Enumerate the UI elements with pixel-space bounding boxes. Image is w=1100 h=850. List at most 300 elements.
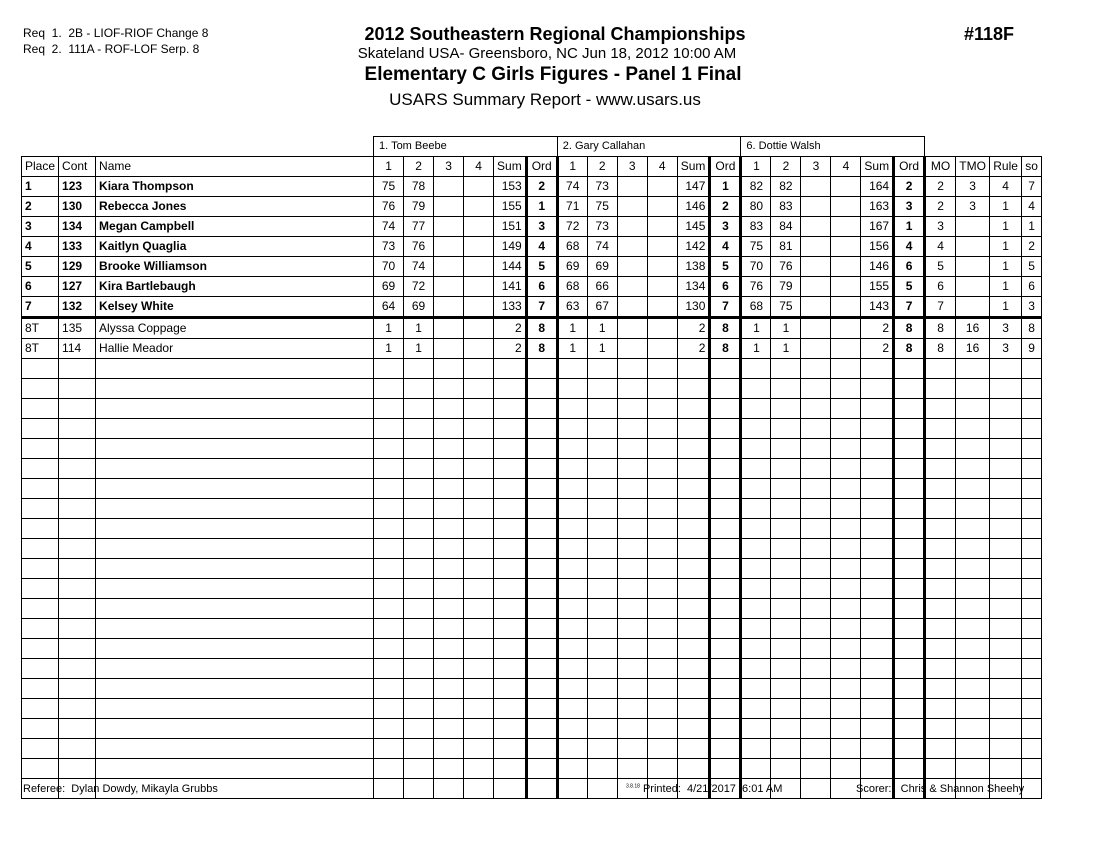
score-cell: [464, 539, 494, 559]
rule-cell: [990, 699, 1022, 719]
score-cell: [434, 459, 464, 479]
score-cell: [617, 479, 647, 499]
rule-cell: [990, 499, 1022, 519]
score-cell: [647, 177, 677, 197]
score-cell: [771, 379, 801, 399]
score-cell: [404, 599, 434, 619]
score-cell: [557, 599, 587, 619]
cont-cell: [59, 419, 96, 439]
score-cell: [741, 599, 771, 619]
mo-cell: [925, 619, 956, 639]
sum-cell: [494, 539, 527, 559]
judge-2-name: 2. Gary Callahan: [557, 137, 741, 157]
rule-cell: [990, 459, 1022, 479]
score-cell: [647, 277, 677, 297]
score-cell: 69: [557, 257, 587, 277]
name-cell: [96, 439, 374, 459]
ord-cell: 2: [710, 197, 741, 217]
score-cell: [464, 699, 494, 719]
name-cell: [96, 699, 374, 719]
score-cell: [464, 519, 494, 539]
ord-cell: [710, 399, 741, 419]
score-cell: [434, 659, 464, 679]
score-cell: [434, 479, 464, 499]
score-cell: [831, 399, 861, 419]
score-cell: [557, 719, 587, 739]
score-cell: [374, 439, 404, 459]
so-cell: [1022, 379, 1042, 399]
score-cell: [617, 339, 647, 359]
sum-cell: [677, 719, 710, 739]
score-cell: 75: [374, 177, 404, 197]
ord-cell: 5: [526, 257, 557, 277]
score-cell: 1: [374, 318, 404, 339]
sum-cell: [494, 499, 527, 519]
cont-cell: 133: [59, 237, 96, 257]
place-cell: [22, 479, 59, 499]
score-cell: [434, 419, 464, 439]
so-cell: [1022, 499, 1042, 519]
score-cell: 79: [771, 277, 801, 297]
score-cell: [374, 499, 404, 519]
ord-cell: [526, 419, 557, 439]
so-cell: 8: [1022, 318, 1042, 339]
score-cell: [741, 539, 771, 559]
place-cell: 1: [22, 177, 59, 197]
ord-cell: 4: [894, 237, 925, 257]
score-cell: [771, 459, 801, 479]
score-cell: [801, 399, 831, 419]
sum-cell: [677, 379, 710, 399]
rule-cell: [990, 659, 1022, 679]
score-cell: [741, 679, 771, 699]
ord-cell: [894, 479, 925, 499]
score-cell: [587, 739, 617, 759]
score-cell: [741, 439, 771, 459]
ord-cell: [894, 639, 925, 659]
score-cell: [434, 237, 464, 257]
tmo-cell: [956, 499, 990, 519]
sum-cell: 144: [494, 257, 527, 277]
ord-cell: 3: [710, 217, 741, 237]
ord-cell: [894, 499, 925, 519]
score-cell: [647, 339, 677, 359]
so-cell: [1022, 739, 1042, 759]
score-cell: 73: [587, 217, 617, 237]
score-cell: [801, 739, 831, 759]
score-cell: 1: [741, 339, 771, 359]
score-cell: [831, 419, 861, 439]
empty-row: [22, 479, 1042, 499]
score-cell: 63: [557, 297, 587, 318]
mo-cell: 3: [925, 217, 956, 237]
ord-cell: [710, 439, 741, 459]
score-cell: [801, 639, 831, 659]
so-cell: [1022, 559, 1042, 579]
sum-cell: [677, 679, 710, 699]
score-cell: [404, 419, 434, 439]
sum-cell: 130: [677, 297, 710, 318]
score-cell: [617, 639, 647, 659]
score-cell: [647, 699, 677, 719]
score-cell: [374, 759, 404, 779]
rule-cell: [990, 719, 1022, 739]
score-cell: [831, 639, 861, 659]
tmo-cell: [956, 399, 990, 419]
score-cell: [617, 679, 647, 699]
score-cell: 75: [587, 197, 617, 217]
score-cell: [831, 379, 861, 399]
score-cell: [831, 459, 861, 479]
score-cell: [831, 197, 861, 217]
cont-cell: 123: [59, 177, 96, 197]
requirement-2: Req 2. 111A - ROF-LOF Serp. 8: [23, 42, 200, 56]
score-cell: [404, 679, 434, 699]
score-cell: [587, 779, 617, 799]
ord-cell: [894, 459, 925, 479]
so-cell: 5: [1022, 257, 1042, 277]
name-cell: Megan Campbell: [96, 217, 374, 237]
ord-cell: [710, 359, 741, 379]
place-cell: [22, 379, 59, 399]
score-cell: [464, 719, 494, 739]
score-cell: [374, 719, 404, 739]
empty-row: [22, 759, 1042, 779]
name-cell: [96, 619, 374, 639]
score-cell: [801, 297, 831, 318]
score-cell: [557, 739, 587, 759]
score-cell: [741, 419, 771, 439]
col-place: Place: [22, 157, 59, 177]
score-cell: [374, 739, 404, 759]
score-cell: [801, 499, 831, 519]
result-row: [22, 339, 1042, 359]
sum-cell: [861, 439, 894, 459]
score-cell: [831, 177, 861, 197]
score-cell: [741, 719, 771, 739]
name-cell: [96, 499, 374, 519]
rule-cell: 3: [990, 318, 1022, 339]
ord-cell: [710, 619, 741, 639]
sum-cell: [494, 699, 527, 719]
score-cell: [587, 359, 617, 379]
score-cell: [831, 739, 861, 759]
ord-cell: [894, 599, 925, 619]
col-so: so: [1022, 157, 1042, 177]
score-cell: [587, 639, 617, 659]
empty-row: [22, 379, 1042, 399]
so-cell: [1022, 519, 1042, 539]
score-cell: [557, 419, 587, 439]
ord-cell: [526, 739, 557, 759]
ord-cell: 7: [894, 297, 925, 318]
ord-cell: 8: [526, 318, 557, 339]
score-cell: 75: [771, 297, 801, 318]
score-cell: [374, 699, 404, 719]
score-cell: [374, 379, 404, 399]
cont-cell: [59, 759, 96, 779]
ord-cell: [526, 719, 557, 739]
referee-line: Referee: Dylan Dowdy, Mikayla Grubbs: [23, 783, 218, 795]
so-cell: 1: [1022, 217, 1042, 237]
score-cell: [801, 237, 831, 257]
sum-cell: 163: [861, 197, 894, 217]
ord-cell: [894, 539, 925, 559]
score-cell: [801, 359, 831, 379]
score-cell: [434, 719, 464, 739]
score-cell: 84: [771, 217, 801, 237]
score-cell: [647, 719, 677, 739]
empty-row: [22, 599, 1042, 619]
score-cell: [647, 519, 677, 539]
name-cell: [96, 719, 374, 739]
place-cell: [22, 359, 59, 379]
sum-cell: 141: [494, 277, 527, 297]
cont-cell: [59, 739, 96, 759]
place-cell: [22, 759, 59, 779]
sum-cell: [861, 519, 894, 539]
sum-cell: 2: [861, 318, 894, 339]
rule-cell: [990, 559, 1022, 579]
rule-cell: [990, 479, 1022, 499]
col-j2-sum: Sum: [677, 157, 710, 177]
score-cell: [801, 559, 831, 579]
score-cell: [617, 237, 647, 257]
score-cell: [404, 759, 434, 779]
report-name: USARS Summary Report - www.usars.us: [389, 90, 701, 109]
ord-cell: [894, 699, 925, 719]
sum-cell: [494, 659, 527, 679]
col-j1-ord: Ord: [526, 157, 557, 177]
so-cell: [1022, 719, 1042, 739]
score-cell: [557, 379, 587, 399]
score-cell: [464, 237, 494, 257]
score-cell: [741, 499, 771, 519]
score-cell: [771, 719, 801, 739]
score-cell: [587, 659, 617, 679]
ord-cell: [526, 499, 557, 519]
score-cell: [404, 439, 434, 459]
place-cell: [22, 399, 59, 419]
sum-cell: [494, 579, 527, 599]
ord-cell: [526, 659, 557, 679]
score-cell: [434, 499, 464, 519]
score-cell: [617, 539, 647, 559]
sum-cell: 2: [677, 339, 710, 359]
col-j2-ord: Ord: [710, 157, 741, 177]
sum-cell: [861, 639, 894, 659]
col-cont: Cont: [59, 157, 96, 177]
score-cell: [617, 419, 647, 439]
ord-cell: [710, 379, 741, 399]
score-cell: [464, 339, 494, 359]
empty-row: [22, 499, 1042, 519]
score-cell: [801, 619, 831, 639]
name-cell: [96, 539, 374, 559]
ord-cell: 1: [894, 217, 925, 237]
name-cell: [96, 379, 374, 399]
empty-row: [22, 579, 1042, 599]
score-cell: [434, 679, 464, 699]
rule-cell: [990, 439, 1022, 459]
name-cell: [96, 519, 374, 539]
cont-cell: [59, 359, 96, 379]
rule-cell: 1: [990, 297, 1022, 318]
ord-cell: [710, 519, 741, 539]
sum-cell: 156: [861, 237, 894, 257]
so-cell: [1022, 579, 1042, 599]
score-cell: [647, 479, 677, 499]
score-cell: [557, 659, 587, 679]
score-cell: [647, 679, 677, 699]
tmo-cell: [956, 297, 990, 318]
mo-cell: [925, 579, 956, 599]
result-row: [22, 217, 1042, 237]
ord-cell: 8: [894, 339, 925, 359]
score-cell: 74: [404, 257, 434, 277]
sum-cell: [494, 399, 527, 419]
score-cell: [587, 559, 617, 579]
ord-cell: [710, 699, 741, 719]
rule-cell: [990, 539, 1022, 559]
score-cell: [831, 359, 861, 379]
sum-cell: [861, 619, 894, 639]
mo-cell: 4: [925, 237, 956, 257]
score-cell: [771, 759, 801, 779]
score-cell: [617, 519, 647, 539]
name-cell: [96, 659, 374, 679]
sum-cell: [861, 479, 894, 499]
score-cell: [617, 379, 647, 399]
tmo-cell: [956, 579, 990, 599]
score-cell: 1: [557, 339, 587, 359]
sum-cell: [677, 519, 710, 539]
score-cell: [831, 559, 861, 579]
rule-cell: [990, 419, 1022, 439]
score-cell: [831, 519, 861, 539]
ord-cell: [894, 659, 925, 679]
score-cell: [587, 439, 617, 459]
score-cell: [647, 539, 677, 559]
score-cell: [831, 297, 861, 318]
sum-cell: [861, 539, 894, 559]
score-cell: [557, 539, 587, 559]
place-cell: [22, 519, 59, 539]
rule-cell: [990, 759, 1022, 779]
score-cell: [557, 479, 587, 499]
score-cell: [434, 759, 464, 779]
sum-cell: 143: [861, 297, 894, 318]
ord-cell: [710, 479, 741, 499]
mo-cell: [925, 739, 956, 759]
score-cell: 74: [374, 217, 404, 237]
place-cell: [22, 459, 59, 479]
empty-row: [22, 739, 1042, 759]
score-cell: [831, 217, 861, 237]
score-cell: [771, 679, 801, 699]
sum-cell: [861, 399, 894, 419]
col-j1-s4: 4: [464, 157, 494, 177]
score-cell: [404, 559, 434, 579]
score-cell: [771, 699, 801, 719]
col-name: Name: [96, 157, 374, 177]
ord-cell: 7: [710, 297, 741, 318]
score-cell: [557, 639, 587, 659]
ord-cell: [710, 459, 741, 479]
score-cell: 1: [771, 318, 801, 339]
place-cell: [22, 439, 59, 459]
score-cell: [647, 579, 677, 599]
place-cell: 8T: [22, 318, 59, 339]
score-cell: [374, 599, 404, 619]
score-cell: [801, 699, 831, 719]
tmo-cell: [956, 237, 990, 257]
score-cell: [464, 579, 494, 599]
cont-cell: [59, 539, 96, 559]
sum-cell: 164: [861, 177, 894, 197]
rule-cell: [990, 679, 1022, 699]
mo-cell: 2: [925, 197, 956, 217]
sum-cell: 2: [861, 339, 894, 359]
score-cell: [434, 359, 464, 379]
empty-row: [22, 679, 1042, 699]
empty-row: [22, 639, 1042, 659]
tmo-cell: [956, 739, 990, 759]
ord-cell: [526, 479, 557, 499]
score-cell: [647, 197, 677, 217]
cont-cell: [59, 579, 96, 599]
score-cell: [404, 779, 434, 799]
score-cell: [801, 719, 831, 739]
score-cell: [741, 399, 771, 419]
place-cell: [22, 619, 59, 639]
score-cell: 1: [404, 318, 434, 339]
mo-cell: [925, 539, 956, 559]
ord-cell: 3: [894, 197, 925, 217]
sum-cell: [677, 359, 710, 379]
tmo-cell: 3: [956, 197, 990, 217]
sum-cell: 151: [494, 217, 527, 237]
so-cell: [1022, 419, 1042, 439]
place-cell: [22, 739, 59, 759]
place-cell: [22, 419, 59, 439]
sum-cell: [494, 439, 527, 459]
score-cell: [831, 237, 861, 257]
score-cell: [587, 539, 617, 559]
rule-cell: [990, 639, 1022, 659]
score-cell: [741, 759, 771, 779]
score-cell: [464, 439, 494, 459]
place-cell: [22, 699, 59, 719]
score-cell: [434, 399, 464, 419]
ord-cell: [526, 619, 557, 639]
tmo-cell: 16: [956, 339, 990, 359]
ord-cell: [710, 559, 741, 579]
score-cell: 1: [374, 339, 404, 359]
sum-cell: [677, 739, 710, 759]
score-cell: [557, 459, 587, 479]
score-cell: [587, 719, 617, 739]
score-cell: [647, 499, 677, 519]
sum-cell: 2: [677, 318, 710, 339]
score-cell: [464, 399, 494, 419]
score-cell: [741, 739, 771, 759]
so-cell: [1022, 439, 1042, 459]
empty-row: [22, 699, 1042, 719]
score-cell: [404, 519, 434, 539]
mo-cell: 7: [925, 297, 956, 318]
score-cell: [374, 579, 404, 599]
